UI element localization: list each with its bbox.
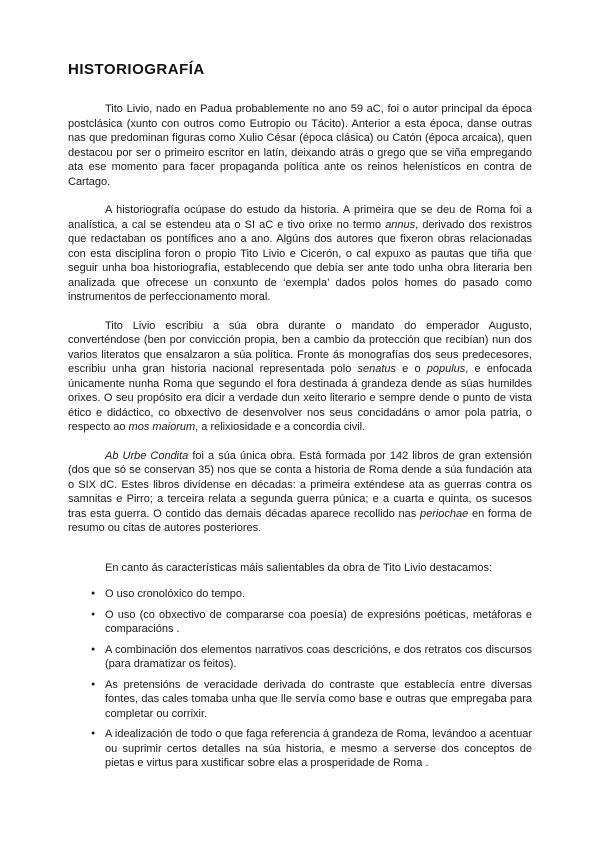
document-title: HISTORIOGRAFÍA xyxy=(68,61,205,78)
bullet-item-3: ● A combinación dos elementos narrativos coas descricións, e dos retratos cos discursos (para dramatizar os feitos). xyxy=(91,643,532,672)
paragraph-4: Ab Urbe Condita foi a súa única obra. Está formada por 142 libros de gran extensión (dos que só se conservan 35) nos que se conta a historia de Roma dende a súa fundación ata o SIX dC. Estes libros divídense en décadas: a primeira exténdese ata as guerras contra os samnitas e Pirro; a terceira relata a segunda guerra púnica; e a cuarta e quinta, os sucesos tras esta guerra. O contido das demais décadas aparece recollido nas periochae en forma de resumo ou citas de autores posteriores. xyxy=(68,449,533,534)
bullet-item-4: ● As pretensións de veracidade derivada do contraste que establecía entre diversas fontes, das cales tomaba unha que lle servía como base e outras que empregaba para completar ou corrixir. xyxy=(91,678,532,722)
bullet-list xyxy=(68,587,532,771)
paragraph-2: A historiografía ocúpase do estudo da historia. A primeira que se deu de Roma foi a analística, a cal se estendeu ata o SI aC e tivo orixe no termo annus, derivado dos rexistros que redactaban os pontífices ano a ano. Algúns dos autores que fixeron obras relacionadas con esta disciplina foron o propio Tito Livio e Cicerón, o cal expuxo as pautas que tiña que seguir unha boa historiografía, establecendo que debía ser ante todo unha obra literaria ben analizada que ofrecese un conxunto de ‘exempla’ dados polos homes do pasado como instrumentos de perfeccionamento moral. xyxy=(68,204,532,303)
list-intro-paragraph: En canto ás características máis salientables da obra de Tito Livio destacamos: xyxy=(105,561,493,574)
bullet-item-5: ● A idealización de todo o que faga referencia á grandeza de Roma, levándoo a acentuar ou suprimir certos detalles na súa historia, e mesmo a serverse dos conceptos de pietas e virtus para xustificar sobre elas a prosperidade de Roma . xyxy=(91,727,532,771)
paragraph-1: Tito Livio, nado en Padua probablemente no ano 59 aC, foi o autor principal da época postclásica (xunto con outros como Eutropio ou Tácito). Anterior a esta época, danse outras nas que predominan figuras como Xulio César (época clásica) ou Catón (época arcaica), quen destacou por ser o primeiro escritor en latín, deixando atrás o grego que se viña empregando ata ese momento para facer propaganda política ante os reinos helenísticos en contra de Cartago. xyxy=(68,103,532,188)
bullet-item-2: ● O uso (co obxectivo de compararse coa poesía) de expresións poéticas, metáforas e comparacións . xyxy=(91,608,532,637)
bullet-item-1: ● O uso cronolóxico do tempo. xyxy=(91,587,532,602)
paragraph-3: Tito Livio escribiu a súa obra durante o mandato do emperador Augusto, converténdose (ben por convicción propia, ben a cambio da protección que recibían) nun dos varios literatos que ensalzaron a súa política. Fronte ás monografías dos seus predecesores, escribiu unha gran historia nacional representada polo senatus e o populus, e enfocada únicamente nunha Roma que segundo el fora destinada á grandeza dende as súas humildes orixes. O seu propósito era dicir a verdade dun xeito literario e sempre dende o punto de vista ético e didáctico, co obxectivo de desenvolver nos seus concidadáns o amor pola patria, o respecto ao mos maiorum, a relixiosidade e a concordia civil. xyxy=(68,319,532,433)
